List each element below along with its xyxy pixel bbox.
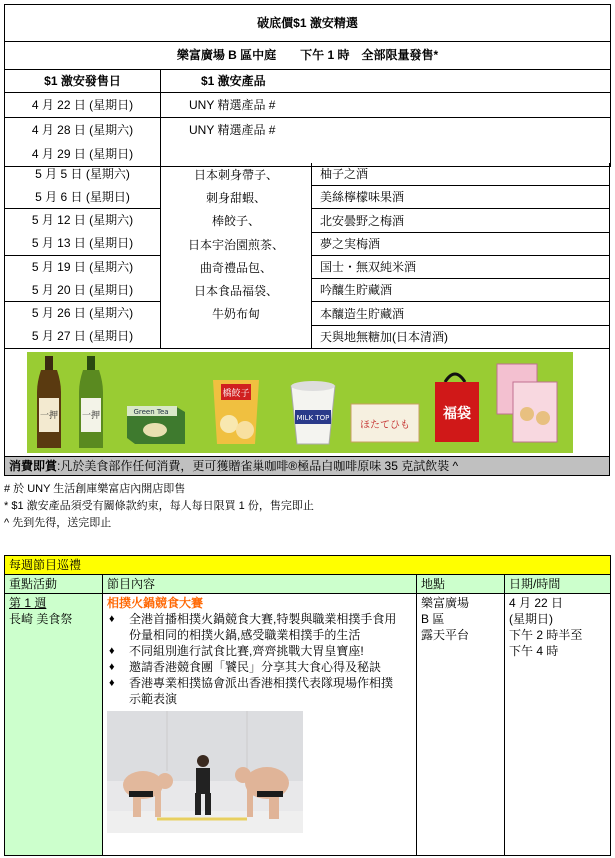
consume-label: 消費即賞 (9, 459, 58, 473)
col-activity-header: 重點活動 (5, 575, 103, 594)
product-line: 日本食品福袋、 (193, 284, 278, 299)
milk-label: MILK TOP (296, 414, 330, 422)
event-bullets (107, 611, 412, 707)
date-line: 5 月 12 日 (星期六) (31, 213, 134, 227)
date-cell (5, 163, 160, 209)
promo-table (4, 4, 611, 167)
date-line: 5 月 20 日 (星期日) (31, 283, 134, 297)
product-cell: 国士・無双純米酒 (312, 256, 609, 279)
product-cell: 北安曇野之梅酒 (312, 209, 609, 233)
product-cell: 本釀造生貯藏酒 (312, 302, 609, 326)
cookie-gift-box-icon (497, 364, 557, 442)
consume-bar (4, 456, 610, 476)
events-table (4, 555, 611, 856)
footnote: * $1 激安產品須受有關條款約束，每人每日限買 1 份，售完即止 (4, 500, 314, 512)
date-line: 4 月 29 日 (星期日) (31, 147, 134, 161)
product-line: 棒餃子、 (211, 214, 260, 229)
col-content-header: 節目內容 (103, 575, 417, 594)
product-cell: 天與地無糖加(日本清酒) (320, 330, 448, 344)
time-line: 下午 2 時半至 (509, 628, 583, 642)
date-line: 5 月 19 日 (星期六) (31, 260, 134, 274)
snack-bag-icon (213, 380, 259, 444)
place-line: 樂富廣場 (421, 596, 470, 610)
sake-label: 一押 (39, 411, 59, 421)
date-line: 5 月 13 日 (星期日) (31, 236, 134, 250)
date-line: 5 月 6 日 (星期日) (35, 190, 130, 204)
col-place-header: 地點 (417, 575, 505, 594)
col-product-header: $1 激安產品 (161, 70, 611, 93)
promo-subtitle: 樂富廣場 B 區中庭 下午 1 時 全部限量發售* (5, 42, 611, 70)
bullet-item: ♦ 不同組別進行試食比賽,齊齊挑戰大胃皇寶座! (107, 643, 398, 659)
place-line: B 區 (421, 612, 445, 626)
tea-label: Green Tea (133, 408, 169, 416)
sake-bottle-icon (79, 356, 103, 448)
date-line: 5 月 26 日 (星期六) (31, 306, 134, 320)
consume-text: :凡於美食部作任何消費，更可獲贈雀巢咖啡®極品白咖啡原味 35 克試飲裝 ^ (57, 459, 459, 473)
col-date-header: $1 激安發售日 (5, 70, 161, 93)
product-line: 日本刺身帶子、 (193, 168, 278, 182)
product-cell: 美絲檸檬味果酒 (312, 186, 609, 209)
product-images (27, 352, 573, 453)
banner-background (27, 352, 573, 453)
bag-label: 福袋 (443, 406, 471, 422)
box-label: ほたてひも (360, 420, 410, 431)
product-line: 日本宇治園煎茶、 (187, 237, 284, 252)
product-cell: 吟釀生貯藏酒 (312, 279, 609, 302)
may-dates-column (5, 163, 161, 349)
green-tea-box-icon (127, 406, 185, 444)
date-cell (5, 302, 160, 349)
date-cell (5, 256, 160, 302)
product-line: 曲奇禮品包、 (199, 260, 272, 275)
sumo-photo (107, 711, 303, 833)
time-cell (505, 594, 611, 856)
event-title: 相撲火鍋競食大賽 (107, 596, 204, 610)
snack-label: 橋餃子 (222, 389, 250, 399)
sake-bottle-icon (37, 356, 61, 448)
may-products-right (312, 163, 609, 349)
product-cell: UNY 精選產品 # (161, 118, 611, 167)
place-line: 露天平台 (421, 628, 470, 642)
product-line: 刺身甜蝦、 (205, 191, 266, 206)
milk-pudding-icon (291, 381, 335, 444)
bullet-item: ♦ 邀請香港競食團「饕民」分享其大食心得及秘訣 (107, 659, 398, 675)
product-cell: 柚子之酒 (312, 163, 609, 186)
product-banner (4, 349, 610, 456)
time-line: (星期日) (509, 612, 553, 626)
week-theme: 長崎 美食祭 (9, 612, 73, 626)
date-cell: 4 月 22 日 (星期日) (5, 93, 161, 118)
content-cell (103, 594, 417, 856)
snack-box-icon (351, 404, 419, 442)
time-line: 4 月 22 日 (509, 596, 564, 610)
date-cell (5, 209, 160, 256)
footnote: # 於 UNY 生活創庫樂富店內開店即售 (4, 483, 186, 495)
date-line: 4 月 28 日 (星期六) (31, 123, 134, 137)
lucky-bag-icon (435, 374, 479, 442)
bullet-item: ♦ 香港專業相撲協會派出香港相撲代表隊現場作相撲示範表演 (107, 675, 398, 707)
date-cell (5, 118, 161, 167)
product-line: 牛奶布甸 (211, 307, 260, 322)
events-header: 每週節目巡禮 (5, 556, 611, 575)
product-cell: 夢之実梅酒 (312, 233, 609, 256)
date-line: 5 月 5 日 (星期六) (35, 167, 130, 181)
time-line: 下午 4 時 (509, 644, 559, 658)
product-cell: UNY 精選產品 # (161, 93, 611, 118)
place-cell (417, 594, 505, 856)
promo-title: 破底價$1 激安精選 (5, 5, 611, 42)
may-products-left (161, 163, 312, 349)
may-block (4, 163, 610, 349)
footnotes (4, 481, 604, 532)
footnote: ^ 先到先得，送完即止 (4, 517, 112, 529)
week-label: 第 1 週 (9, 596, 47, 610)
activity-cell (5, 594, 103, 856)
date-line: 5 月 27 日 (星期日) (31, 329, 134, 343)
col-time-header: 日期/時間 (505, 575, 611, 594)
bullet-item: ♦ 全港首播相撲火鍋競食大賽,特製與職業相撲手食用份量相同的相撲火鍋,感受職業相撲手的生活 (107, 611, 398, 643)
sake-label: 一押 (81, 411, 101, 421)
